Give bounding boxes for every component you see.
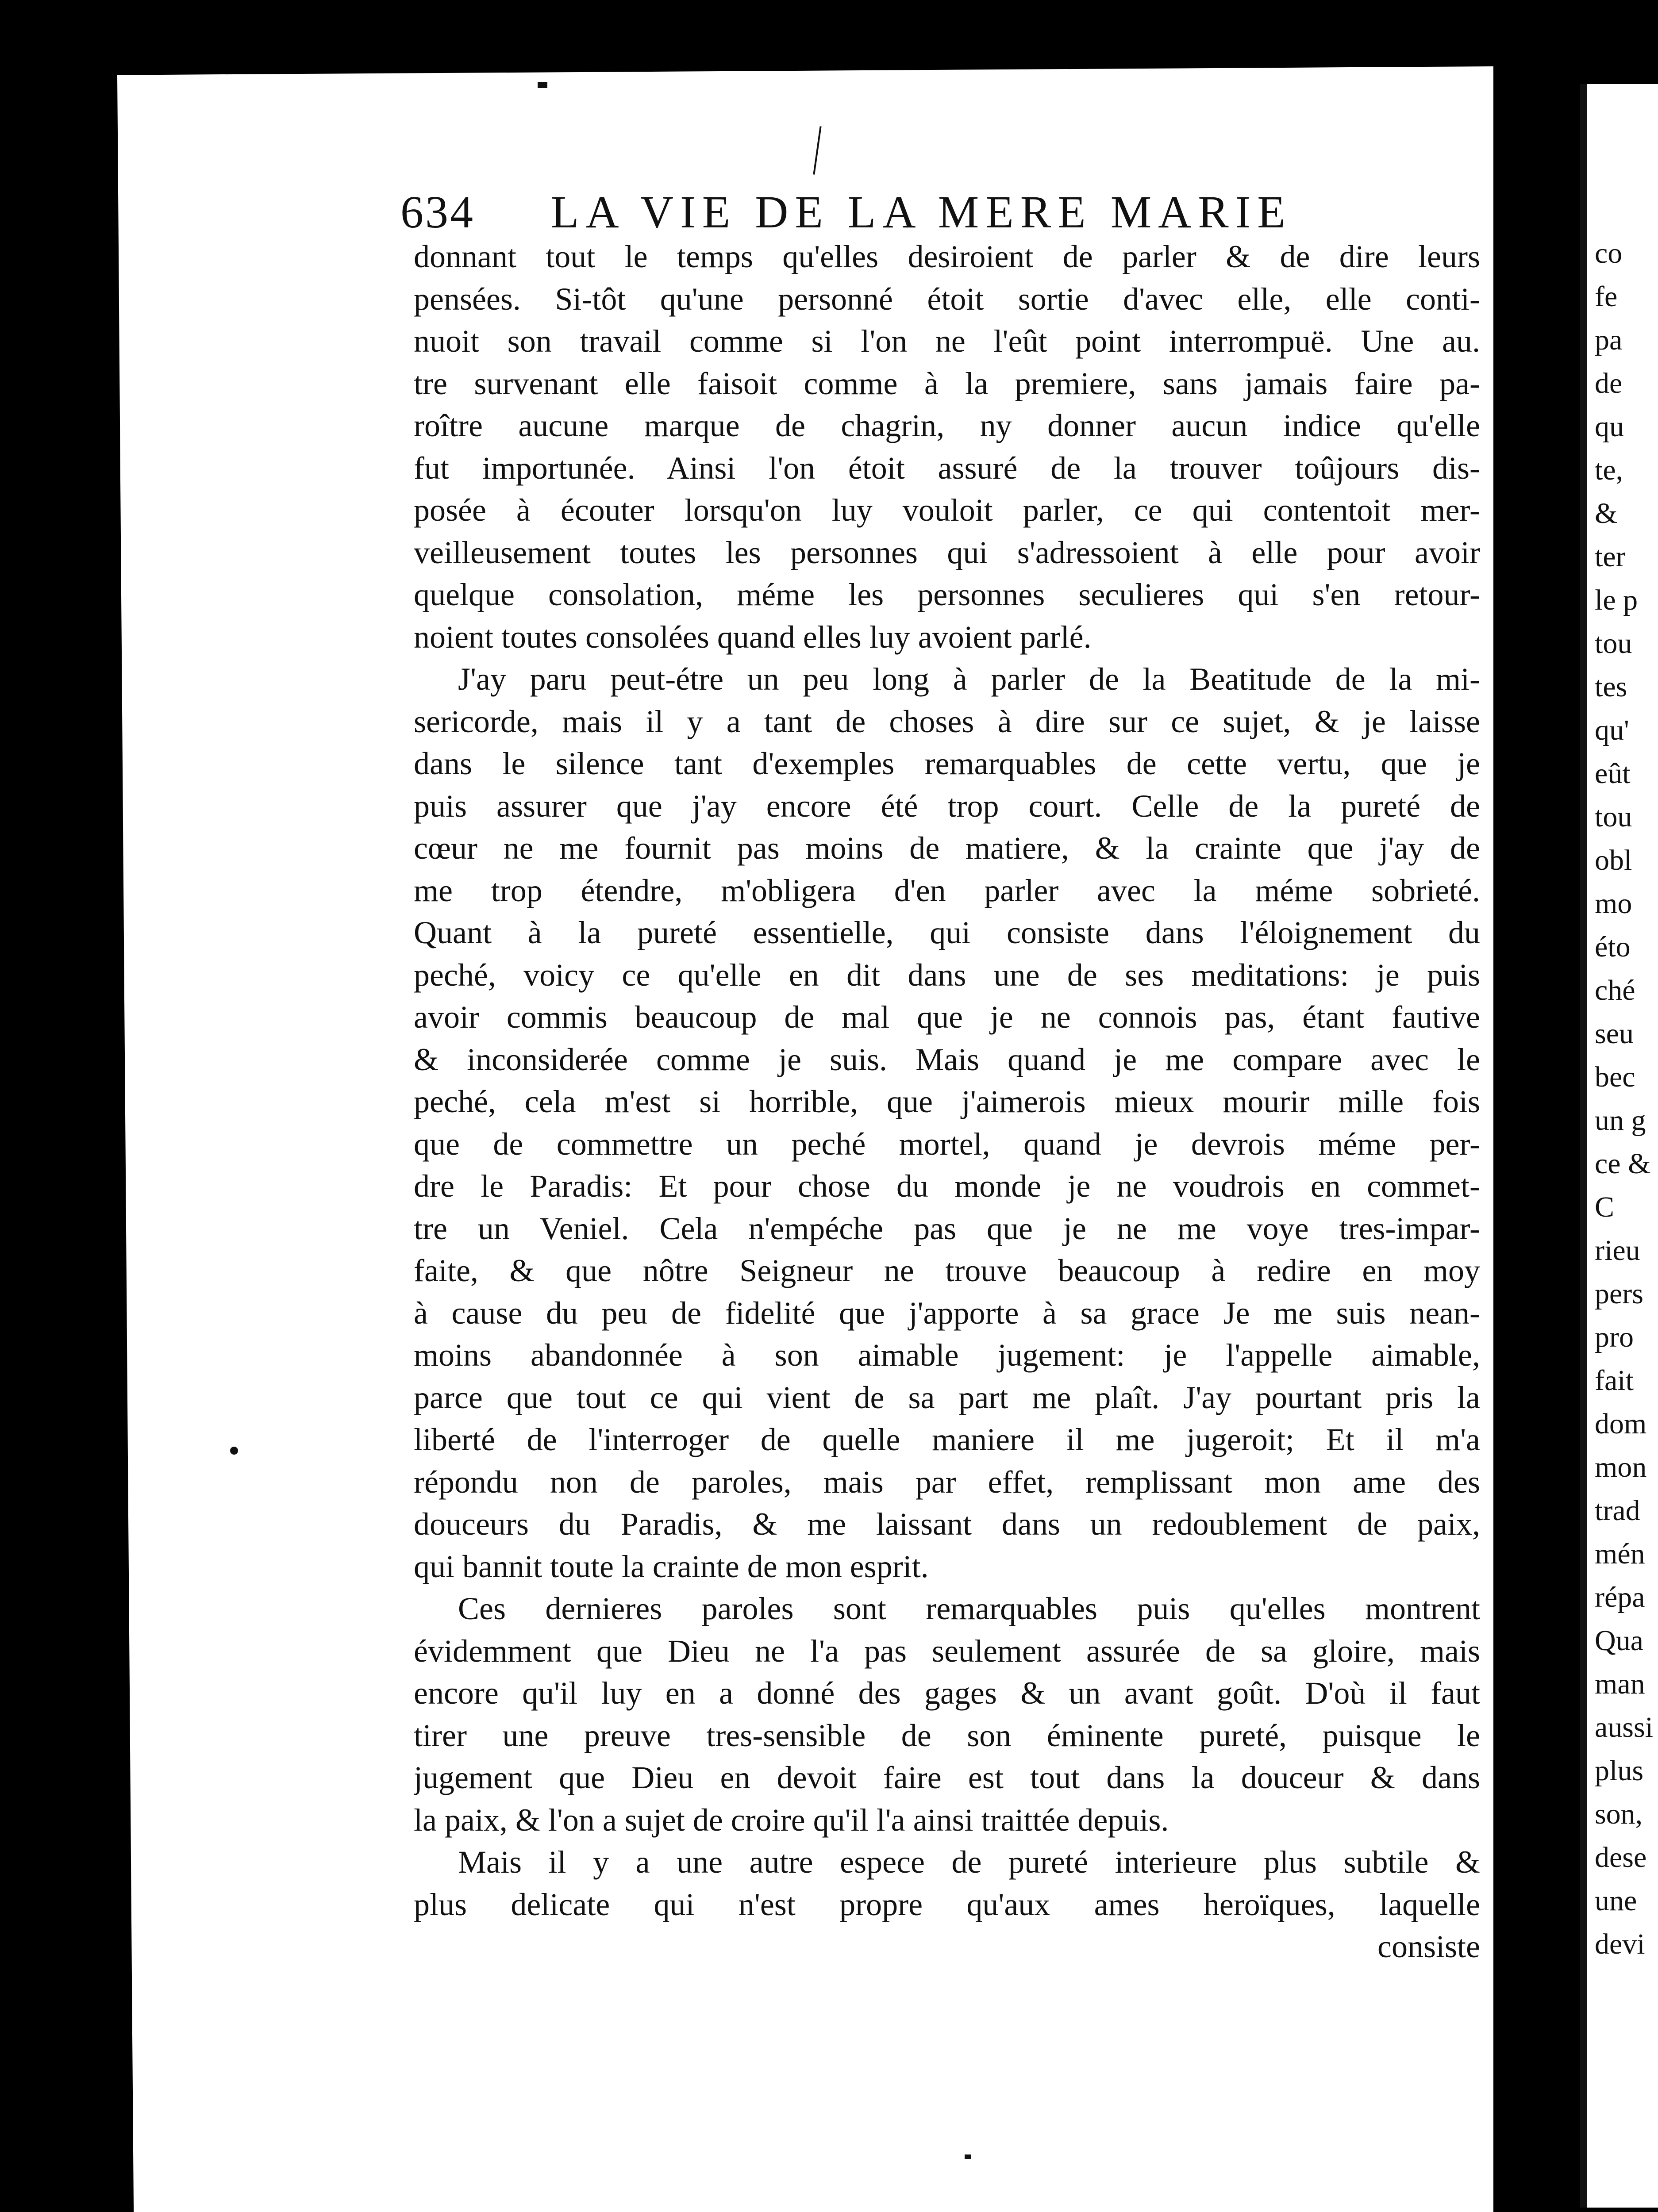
text-line: tirer une preuve tres-sensible de son éminente pureté, puisque le [414,1718,1480,1753]
text-line: dre le Paradis: Et pour chose du monde je ne voudrois en commet- [414,1168,1480,1204]
text-line: liberté de l'interroger de quelle maniere il me jugeroit; Et il m'a [414,1422,1480,1457]
facing-page-fragment: te, [1595,454,1623,486]
facing-page-fragment: tou [1595,801,1632,833]
text-line: tre un Veniel. Cela n'empéche pas que je ne me voye tres-impar- [414,1211,1480,1246]
text-line: Mais il y a une autre espece de pureté interieure plus subtile & [458,1844,1480,1880]
text-line: sericorde, mais il y a tant de choses à dire sur ce sujet, & je laisse [414,704,1480,739]
text-line: J'ay paru peut-étre un peu long à parler de la Beatitude de la mi- [458,661,1480,697]
text-line: que de commettre un peché mortel, quand je devrois méme per- [414,1126,1480,1162]
text-line: peché, cela m'est si horrible, que j'aimerois mieux mourir mille fois [414,1084,1480,1119]
facing-page-fragment: C [1595,1191,1615,1223]
text-line: faite, & que nôtre Seigneur ne trouve beaucoup à redire en moy [414,1253,1480,1288]
facing-page-fragment: Qua [1595,1624,1643,1657]
facing-page-fragment: le p [1595,584,1638,616]
text-line: peché, voicy ce qu'elle en dit dans une de ses meditations: je puis [414,957,1480,993]
text-line: avoir commis beaucoup de mal que je ne connois pas, étant fautive [414,999,1480,1035]
facing-page-fragment: bec [1595,1061,1635,1093]
facing-page-fragment: une [1595,1885,1637,1917]
facing-page-fragment: dese [1595,1841,1647,1874]
facing-page-fragment: & [1595,497,1618,530]
text-line: puis assurer que j'ay encore été trop court. Celle de la pureté de [414,788,1480,824]
running-title: LA VIE DE LA MERE MARIE [551,187,1292,238]
text-line: roître aucune marque de chagrin, ny donner aucun indice qu'elle [414,408,1480,443]
text-line: & inconsiderée comme je suis. Mais quand je me compare avec le [414,1042,1480,1077]
facing-page-fragment: trad [1595,1494,1640,1527]
text-line: encore qu'il luy en a donné des gages & un avant goût. D'où il faut [414,1675,1480,1711]
text-line: répondu non de paroles, mais par effet, remplissant mon ame des [414,1464,1480,1500]
facing-page-edge [1580,84,1658,2208]
text-line: fut importunée. Ainsi l'on étoit assuré de la trouver toûjours dis- [414,450,1480,486]
page-header [400,186,1292,238]
facing-page-fragment: mén [1595,1538,1645,1570]
text-line: jugement que Dieu en devoit faire est tout dans la douceur & dans [414,1760,1480,1795]
scan-speck [230,1447,238,1455]
facing-page-fragment: tou [1595,627,1632,660]
text-line: pensées. Si-tôt qu'une personné étoit sortie d'avec elle, elle conti- [414,281,1480,317]
text-line: moins abandonnée à son aimable jugement: je l'appelle aimable, [414,1337,1480,1373]
text-line: consiste [1377,1929,1480,1964]
text-line: évidemment que Dieu ne l'a pas seulement assurée de sa gloire, mais [414,1633,1480,1669]
text-line: donnant tout le temps qu'elles desiroient de parler & de dire leurs [414,239,1480,274]
facing-page-fragment: fait [1595,1364,1634,1397]
facing-page-fragment: rieu [1595,1234,1640,1267]
facing-page-fragment: dom [1595,1408,1647,1440]
scan-speck [965,2154,971,2159]
facing-page-fragment: répa [1595,1581,1645,1613]
facing-page-fragment: ter [1595,541,1626,573]
text-line: me trop étendre, m'obligera d'en parler avec la méme sobrieté. [414,873,1480,908]
text-line: nuoit son travail comme si l'on ne l'eût point interrompuë. Une au. [414,323,1480,359]
facing-page-fragment: plus [1595,1755,1644,1787]
text-line: douceurs du Paradis, & me laissant dans un redoublement de paix, [414,1506,1480,1542]
facing-page-fragment: pro [1595,1321,1634,1353]
facing-page-fragment: mo [1595,887,1632,920]
facing-page-fragment: pa [1595,324,1623,356]
text-line: quelque consolation, méme les personnes seculieres qui s'en retour- [414,577,1480,612]
facing-page-fragment: qu [1595,411,1624,443]
facing-page-fragment: mon [1595,1451,1647,1483]
facing-page-fragment: man [1595,1668,1645,1700]
facing-page-fragment: qu' [1595,714,1629,746]
text-line: posée à écouter lorsqu'on luy vouloit parler, ce qui contentoit mer- [414,492,1480,528]
text-line: cœur ne me fournit pas moins de matiere, & la crainte que j'ay de [414,830,1480,866]
text-line: Ces dernieres paroles sont remarquables puis qu'elles montrent [458,1591,1480,1626]
facing-page-fragment: seu [1595,1018,1634,1050]
scan-speck [538,82,547,88]
text-line: plus delicate qui n'est propre qu'aux ames heroïques, laquelle [414,1887,1480,1922]
facing-page-fragment: de [1595,367,1623,399]
facing-page-fragment: pers [1595,1278,1643,1310]
text-line: tre survenant elle faisoit comme à la premiere, sans jamais faire pa- [414,366,1480,401]
facing-page-fragment: eût [1595,757,1631,790]
text-line: noient toutes consolées quand elles luy avoient parlé. [414,619,1092,655]
text-line: à cause du peu de fidelité que j'apporte à sa grace Je me suis nean- [414,1295,1480,1331]
text-line: Quant à la pureté essentielle, qui consiste dans l'éloignement du [414,915,1480,950]
facing-page-fragment: son, [1595,1798,1643,1830]
facing-page-fragment: devi [1595,1928,1645,1960]
text-line: parce que tout ce qui vient de sa part me plaît. J'ay pourtant pris la [414,1380,1480,1415]
facing-page-fragment: aussi [1595,1711,1653,1743]
facing-page-fragment: tes [1595,671,1627,703]
facing-page-fragment: ce & [1595,1148,1651,1180]
text-line: la paix, & l'on a sujet de croire qu'il l'a ainsi traittée depuis. [414,1802,1169,1838]
facing-page-fragment: co [1595,237,1623,269]
facing-page-fragment: éto [1595,931,1631,963]
facing-page-fragment: ché [1595,974,1635,1006]
text-line: dans le silence tant d'exemples remarquables de cette vertu, que je [414,746,1480,781]
text-line: qui bannit toute la crainte de mon esprit. [414,1549,929,1584]
facing-page-fragment: un g [1595,1104,1646,1137]
facing-page-fragment: obl [1595,844,1632,876]
text-line: veilleusement toutes les personnes qui s'adressoient à elle pour avoir [414,535,1480,570]
facing-page-fragment: fe [1595,280,1618,313]
page-number: 634 [400,187,475,238]
